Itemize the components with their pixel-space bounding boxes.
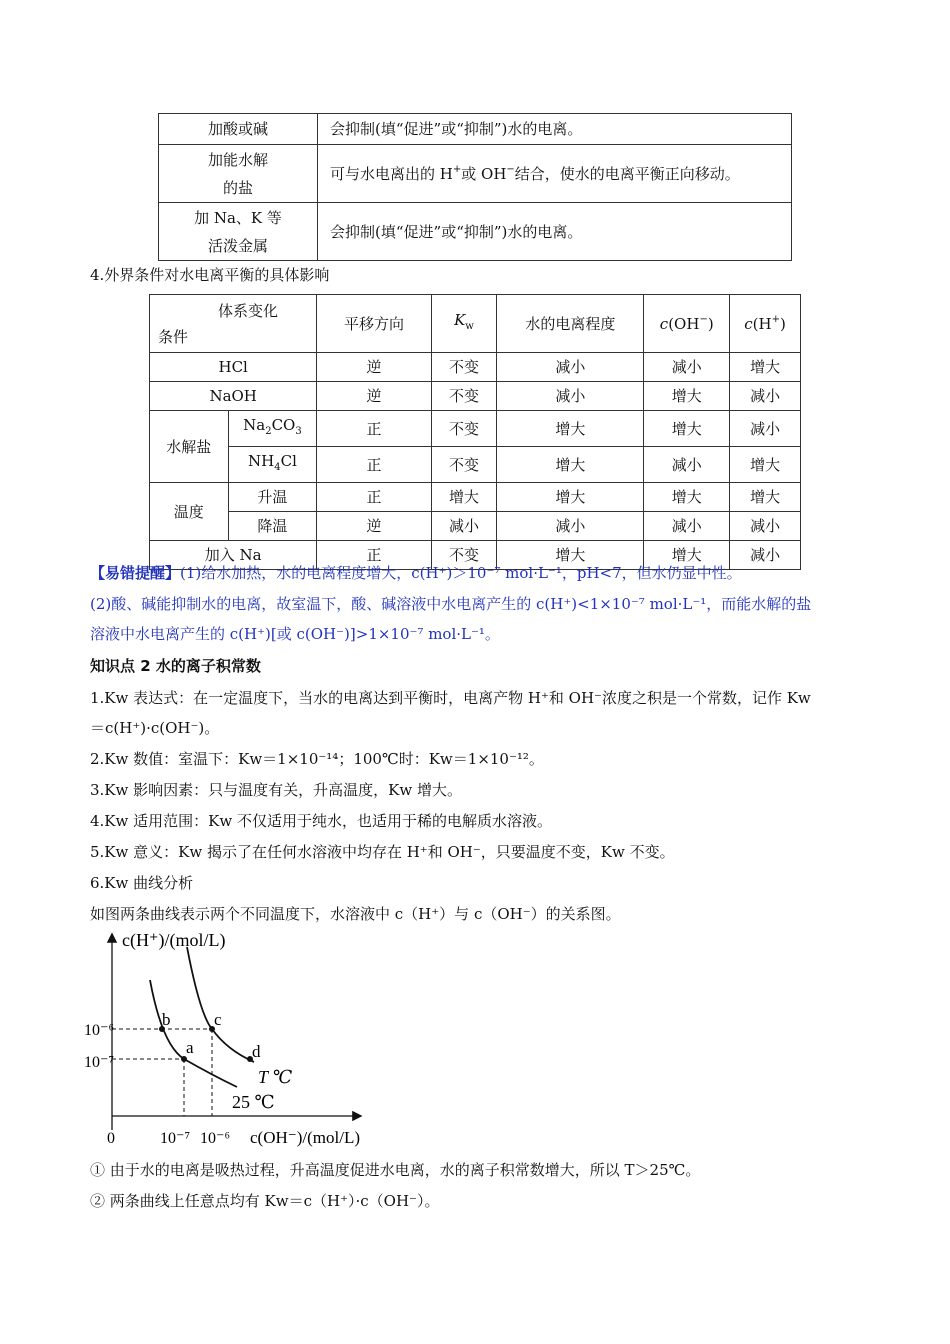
header-cell: 水的电离程度 — [497, 295, 644, 353]
table-cell: 减小 — [497, 382, 644, 411]
cell-line: 加 Na、K 等 — [194, 208, 282, 227]
header-top: 体系变化 — [218, 302, 279, 320]
table-cell: 加入 Na — [150, 541, 317, 570]
cell-line: 的盐 — [222, 178, 253, 197]
section-heading: 4.外界条件对水电离平衡的具体影响 — [90, 266, 330, 284]
header-cell — [431, 295, 497, 353]
y-axis-label: c(H⁺)/(mol/L) — [122, 930, 226, 950]
external-conditions-table — [149, 294, 801, 570]
table-cell: 增大 — [497, 447, 644, 483]
table-cell: 逆 — [317, 353, 431, 382]
point-d-label: d — [252, 1042, 261, 1061]
cell-text: 或 OH — [461, 164, 507, 183]
kw-symbol: K — [454, 311, 466, 329]
x-axis-label: c(OH⁻)/(mol/L) — [250, 1128, 360, 1147]
figure-intro: 如图两条曲线表示两个不同温度下，水溶液中 c（H⁺）与 c（OH⁻）的关系图。 — [90, 905, 621, 923]
table-cell: 会抑制(填“促进”或“抑制”)水的电离。 — [318, 203, 792, 261]
table-cell: 不变 — [431, 447, 497, 483]
header-cell: c(OH−) — [644, 295, 730, 353]
table-cell: 可与水电离出的 H+或 OH−结合，使水的电离平衡正向移动。 — [318, 145, 792, 203]
reminder-line-2: (2)酸、碱能抑制水的电离，故室温下，酸、碱溶液中水电离产生的 c(H⁺)<1×10⁻⁷ mol·L⁻¹，而能水解的盐 — [90, 595, 812, 613]
kw-scope-line: 4.Kw 适用范围：Kw 不仅适用于纯水，也适用于稀的电解质水溶液。 — [90, 812, 552, 830]
y-tick-label: 10⁻⁶ — [84, 1022, 115, 1039]
x-tick-label: 10⁻⁷ — [160, 1130, 191, 1147]
table-cell: 减小 — [730, 411, 801, 447]
table-row — [159, 114, 792, 145]
table-row — [159, 145, 792, 203]
header-bottom: 条件 — [158, 328, 189, 346]
curve-25c — [150, 980, 237, 1087]
group-cell: 温度 — [150, 483, 229, 541]
table-row — [150, 382, 801, 411]
table-row — [150, 483, 801, 512]
origin-label: 0 — [107, 1130, 115, 1147]
table-cell: 正 — [317, 541, 431, 570]
reminder-tag: 【易错提醒】 — [90, 564, 181, 582]
table-cell: NaOH — [150, 382, 317, 411]
table-cell: 增大 — [644, 411, 730, 447]
table-cell: 正 — [317, 447, 431, 483]
kw-expression-line-2: ＝c(H⁺)·c(OH⁻)。 — [90, 719, 220, 737]
y-tick-label: 10⁻⁷ — [84, 1054, 115, 1071]
reminder-text: (1)给水加热，水的电离程度增大，c(H⁺)＞10⁻⁷ mol·L⁻¹，pH<7，但水仍显中性。 — [180, 564, 742, 582]
table-cell: 不变 — [431, 541, 497, 570]
table-cell: 增大 — [730, 483, 801, 512]
table-cell: 减小 — [644, 512, 730, 541]
table-row — [150, 512, 801, 541]
table-cell: 降温 — [228, 512, 317, 541]
table-cell: 增大 — [730, 353, 801, 382]
table-cell: 减小 — [644, 447, 730, 483]
table-cell: 增大 — [644, 541, 730, 570]
kw-value-line: 2.Kw 数值：室温下：Kw＝1×10⁻¹⁴；100℃时：Kw＝1×10⁻¹²。 — [90, 750, 544, 768]
cell-text: 结合，使水的电离平衡正向移动。 — [514, 164, 740, 183]
table-cell: 正 — [317, 483, 431, 512]
x-tick-label: 10⁻⁶ — [200, 1130, 231, 1147]
table-row — [150, 353, 801, 382]
table-cell: 增大 — [497, 541, 644, 570]
table-cell: 正 — [317, 411, 431, 447]
table-cell — [159, 145, 318, 203]
kw-expression-line: 1.Kw 表达式：在一定温度下，当水的电离达到平衡时，电离产物 H⁺和 OH⁻浓度之积是一个常数，记作 Kw — [90, 689, 811, 707]
header-cell: c(H+) — [730, 295, 801, 353]
table-cell: 逆 — [317, 512, 431, 541]
cell-text: 可与水电离出的 H — [330, 164, 453, 183]
kw-curve-heading: 6.Kw 曲线分析 — [90, 874, 194, 892]
table-cell: 增大 — [431, 483, 497, 512]
table-row — [159, 203, 792, 261]
table-cell — [159, 203, 318, 261]
curve-T — [187, 947, 254, 1062]
kw-meaning-line: 5.Kw 意义：Kw 揭示了在任何水溶液中均存在 H⁺和 OH⁻，只要温度不变，Kw 不变。 — [90, 843, 675, 861]
cell-line: 活泼金属 — [207, 236, 268, 255]
table-cell: 增大 — [644, 483, 730, 512]
diagonal-header-cell — [150, 295, 317, 353]
table-cell: $NH_4Cl$ — [228, 447, 317, 483]
kw-factor-line: 3.Kw 影响因素：只与温度有关，升高温度，Kw 增大。 — [90, 781, 462, 799]
note-1: ① 由于水的电离是吸热过程，升高温度促进水电离，水的离子积常数增大，所以 T＞25℃。 — [90, 1161, 701, 1179]
reminder-line-1 — [90, 563, 742, 583]
table-cell: 减小 — [730, 541, 801, 570]
table-row — [150, 411, 801, 447]
table-cell: 增大 — [497, 483, 644, 512]
table-cell: 不变 — [431, 353, 497, 382]
table-row — [150, 447, 801, 483]
table-cell: HCl — [150, 353, 317, 382]
water-ionization-factors-table — [158, 113, 792, 261]
group-cell: 水解盐 — [150, 411, 229, 483]
header-cell: 平移方向 — [317, 295, 431, 353]
reminder-line-3: 溶液中水电离产生的 c(H⁺)[或 c(OH⁻)]>1×10⁻⁷ mol·L⁻¹。 — [90, 625, 500, 643]
table-cell: 减小 — [644, 353, 730, 382]
table-cell: 加酸或碱 — [159, 114, 318, 145]
table-cell: 减小 — [497, 512, 644, 541]
table-cell: 不变 — [431, 382, 497, 411]
table-cell: 减小 — [730, 512, 801, 541]
table-cell: $Na_2CO_3$ — [228, 411, 317, 447]
table-cell: 会抑制(填“促进”或“抑制”)水的电离。 — [318, 114, 792, 145]
table-cell: 增大 — [644, 382, 730, 411]
curve-T-label: T ℃ — [258, 1067, 293, 1087]
table-cell: 不变 — [431, 411, 497, 447]
cell-line: 加能水解 — [207, 150, 268, 169]
table-cell: 减小 — [730, 382, 801, 411]
curve-25-label: 25 ℃ — [232, 1092, 275, 1112]
table-cell: 增大 — [497, 411, 644, 447]
table-cell: 减小 — [431, 512, 497, 541]
point-a-label: a — [186, 1038, 194, 1057]
point-b-label: b — [162, 1010, 171, 1029]
table-header-row — [150, 295, 801, 353]
table-cell: 增大 — [730, 447, 801, 483]
kw-subscript: w — [465, 321, 474, 332]
table-cell: 升温 — [228, 483, 317, 512]
point-c-label: c — [214, 1010, 222, 1029]
table-cell: 减小 — [497, 353, 644, 382]
kw-curve-figure — [82, 925, 402, 1153]
knowledge-point-title: 知识点 2 水的离子积常数 — [90, 657, 261, 675]
table-cell: 逆 — [317, 382, 431, 411]
note-2: ② 两条曲线上任意点均有 Kw＝c（H⁺）·c（OH⁻）。 — [90, 1192, 440, 1210]
